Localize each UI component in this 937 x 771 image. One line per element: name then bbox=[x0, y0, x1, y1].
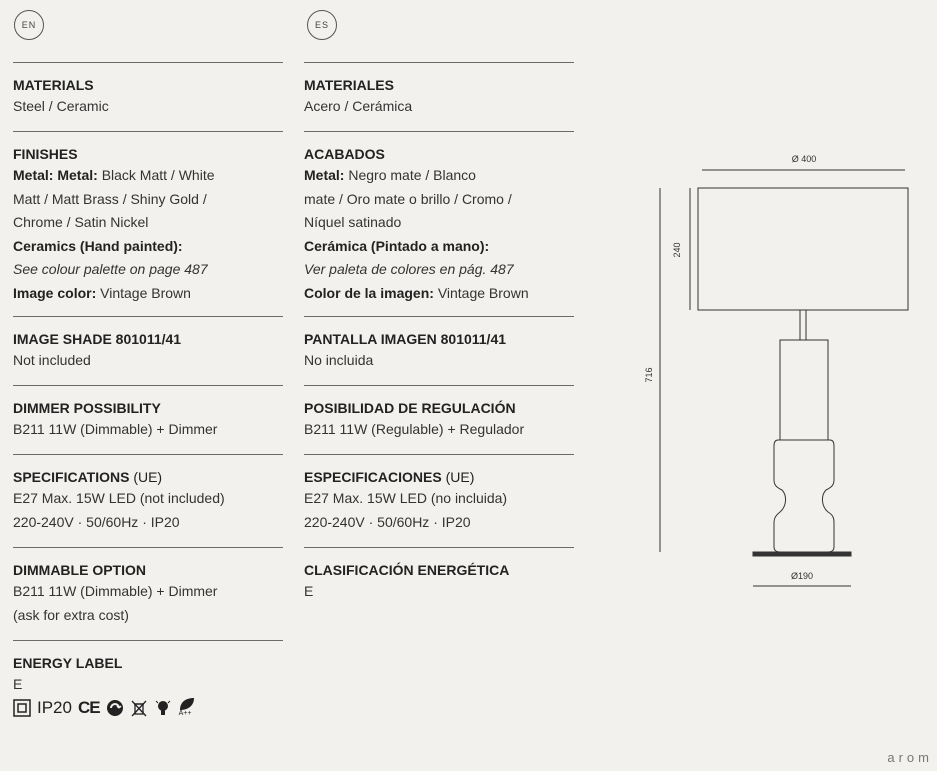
energy-class-icon bbox=[178, 697, 196, 719]
lang-badge-es: ES bbox=[307, 10, 337, 40]
materials-title: MATERIALES bbox=[304, 77, 394, 93]
specs-line1: E27 Max. 15W LED (no incluida) bbox=[304, 490, 508, 506]
materials-section-en bbox=[13, 62, 283, 119]
finishes-metal-line1: Black Matt / White bbox=[101, 167, 215, 183]
shade-diameter-label: Ø 400 bbox=[791, 154, 817, 164]
lamp-technical-drawing bbox=[640, 140, 920, 600]
energy-title: ENERGY LABEL bbox=[13, 655, 123, 671]
finishes-title: ACABADOS bbox=[304, 146, 385, 162]
finishes-metal-line1: Negro mate / Blanco bbox=[348, 167, 476, 183]
certification-icons bbox=[13, 697, 196, 719]
lamp-body-upper bbox=[780, 340, 828, 440]
specs-line2: 220-240V · 50/60Hz · IP20 bbox=[304, 513, 471, 530]
shade-value: Not included bbox=[13, 352, 91, 368]
finishes-metal-label: Metal: bbox=[304, 167, 345, 183]
dimmer-section-en bbox=[13, 385, 283, 442]
finishes-ceramics-label: Cerámica (Pintado a mano): bbox=[304, 237, 490, 254]
finishes-metal-line3: Chrome / Satin Nickel bbox=[13, 214, 149, 230]
finishes-metal-label: Metal: Metal: bbox=[13, 167, 98, 183]
specs-section-en bbox=[13, 454, 283, 534]
finishes-metal-line2: mate / Oro mate o brillo / Cromo / bbox=[304, 190, 512, 207]
dimmable-line1: B211 11W (Dimmable) + Dimmer bbox=[13, 583, 218, 599]
lamp-shade bbox=[698, 188, 908, 310]
specs-line1: E27 Max. 15W LED (not included) bbox=[13, 490, 225, 506]
energy-section-en bbox=[13, 640, 283, 697]
ip-rating: IP20 bbox=[37, 698, 72, 717]
base-diameter-label: Ø190 bbox=[790, 571, 814, 581]
energy-section-es bbox=[304, 547, 574, 604]
lang-badge-en: EN bbox=[14, 10, 44, 40]
finishes-palette: Ver paleta de colores en pág. 487 bbox=[304, 261, 514, 277]
energy-value: E bbox=[13, 676, 23, 692]
materials-title: MATERIALS bbox=[13, 77, 94, 93]
shade-title: PANTALLA IMAGEN 801011/41 bbox=[304, 331, 507, 347]
brand-logo: arom bbox=[887, 750, 933, 765]
dimmer-value: B211 11W (Dimmable) + Dimmer bbox=[13, 421, 218, 437]
shade-value: No incluida bbox=[304, 352, 374, 368]
energy-class-label: A++ bbox=[178, 710, 192, 717]
bulb-icon bbox=[154, 699, 172, 717]
finishes-image-color: Vintage Brown bbox=[437, 284, 529, 301]
dimmer-title: POSIBILIDAD DE REGULACIÓN bbox=[304, 400, 516, 416]
specs-section-es bbox=[304, 454, 574, 534]
finishes-image-color-label: Image color: bbox=[13, 284, 97, 301]
lamp-body-ceramic bbox=[774, 440, 834, 552]
finishes-ceramics-label: Ceramics (Hand painted): bbox=[13, 237, 183, 254]
finishes-title: FINISHES bbox=[13, 146, 78, 162]
finishes-section-en bbox=[13, 131, 283, 305]
recycle-icon bbox=[106, 699, 124, 717]
specs-title: ESPECIFICACIONES bbox=[304, 469, 442, 485]
dimmer-title: DIMMER POSSIBILITY bbox=[13, 400, 161, 416]
shade-section-es bbox=[304, 316, 574, 373]
dimmer-section-es bbox=[304, 385, 574, 442]
total-height-label: 716 bbox=[644, 367, 654, 383]
finishes-image-color: Vintage Brown bbox=[100, 284, 191, 301]
specs-suffix: (UE) bbox=[133, 469, 163, 485]
finishes-palette: See colour palette on page 487 bbox=[13, 261, 208, 277]
finishes-metal-line3: Níquel satinado bbox=[304, 214, 402, 230]
materials-value: Acero / Cerámica bbox=[304, 98, 413, 114]
dimmer-value: B211 11W (Regulable) + Regulador bbox=[304, 421, 525, 437]
dimmable-section-en bbox=[13, 547, 283, 627]
finishes-image-color-label: Color de la imagen: bbox=[304, 284, 434, 301]
materials-section-es bbox=[304, 62, 574, 119]
energy-title: CLASIFICACIÓN ENERGÉTICA bbox=[304, 562, 510, 578]
specs-title: SPECIFICATIONS bbox=[13, 469, 130, 485]
dimmable-line2: (ask for extra cost) bbox=[13, 606, 129, 623]
shade-title: IMAGE SHADE 801011/41 bbox=[13, 331, 182, 347]
energy-value: E bbox=[304, 583, 314, 599]
finishes-section-es bbox=[304, 131, 574, 305]
finishes-metal-line2: Matt / Matt Brass / Shiny Gold / bbox=[13, 190, 207, 207]
dimmable-title: DIMMABLE OPTION bbox=[13, 562, 146, 578]
lamp-base bbox=[753, 552, 851, 556]
materials-value: Steel / Ceramic bbox=[13, 98, 109, 114]
ce-mark-icon: CE bbox=[77, 698, 100, 717]
specs-line2: 220-240V · 50/60Hz · IP20 bbox=[13, 513, 180, 530]
double-insulation-icon bbox=[13, 699, 31, 717]
specs-suffix: (UE) bbox=[445, 469, 475, 485]
shade-height-label: 240 bbox=[672, 242, 682, 258]
weee-bin-icon bbox=[130, 699, 148, 717]
leaf-icon bbox=[178, 697, 196, 711]
shade-section-en bbox=[13, 316, 283, 373]
